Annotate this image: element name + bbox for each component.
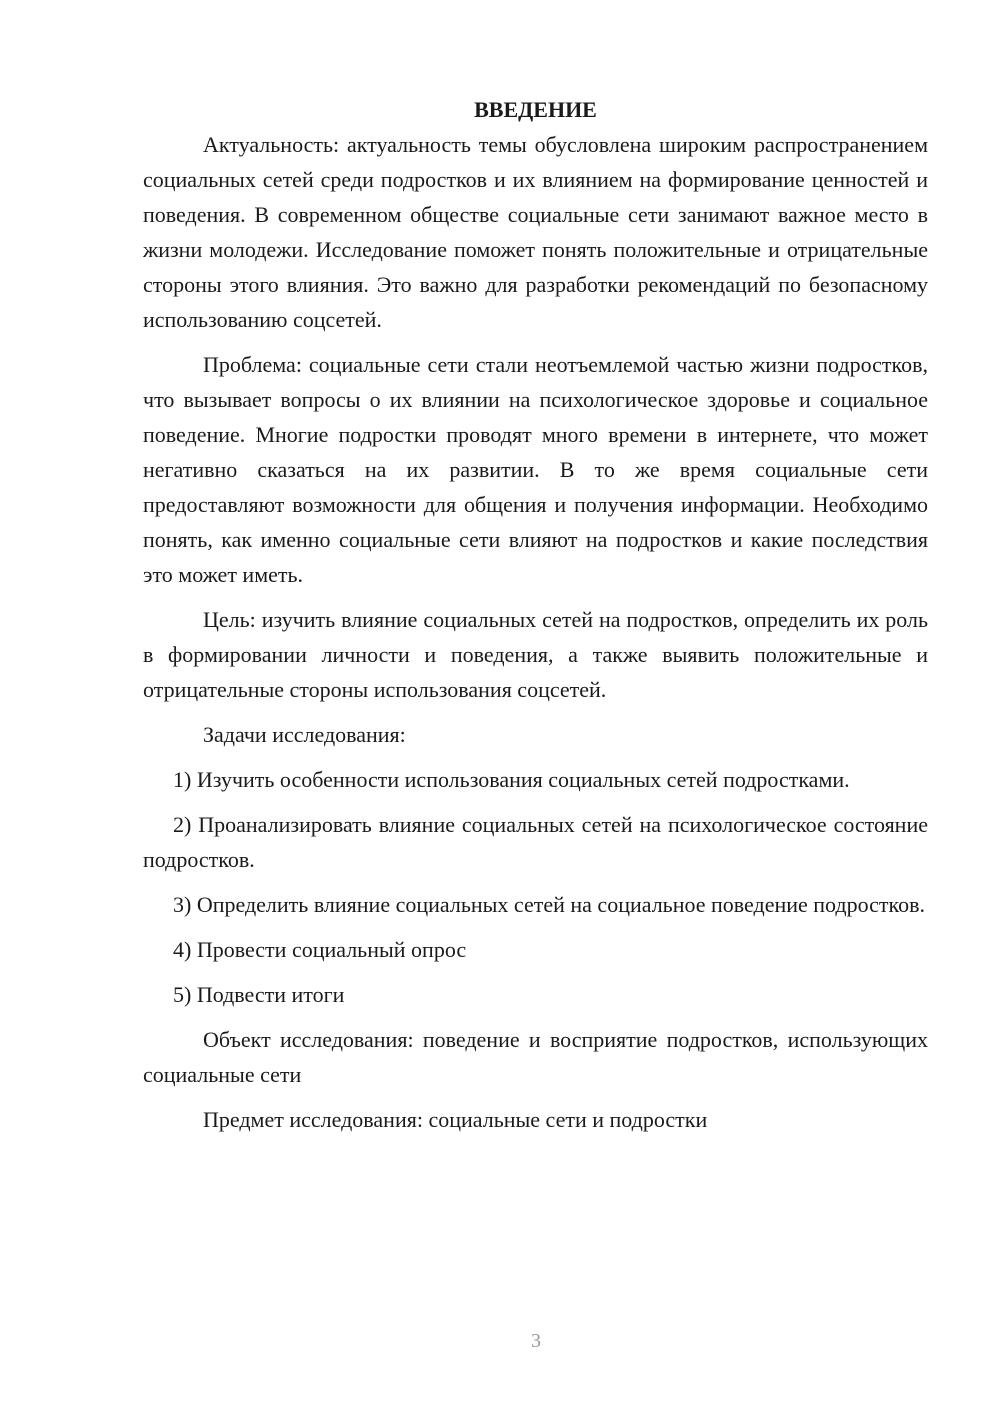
goal-paragraph: Цель: изучить влияние социальных сетей на подростков, определить их роль в формировании личности и поведения, а также выявить положительные и отрицательные стороны использования соцсетей. (143, 607, 928, 702)
page-number: 3 (531, 1330, 541, 1352)
task-item-1: 1) Изучить особенности использования социальных сетей подростками. (173, 767, 850, 792)
relevance-paragraph: Актуальность: актуальность темы обусловлена широким распространением социальных сетей среди подростков и их влиянием на формирование ценностей и поведения. В современном обществе социальные сети занимают важное место в жизни молодежи. Исследование поможет понять положительные и отрицательные стороны этого влияния. Это важно для разработки рекомендаций по безопасному использованию соцсетей. (143, 132, 928, 332)
problem-paragraph: Проблема: социальные сети стали неотъемлемой частью жизни подростков, что вызывает вопросы о их влиянии на психологическое здоровье и социальное поведение. Многие подростки проводят много времени в интернете, что может негативно сказаться на их развитии. В то же время социальные сети предоставляют возможности для общения и получения информации. Необходимо понять, как именно социальные сети влияют на подростков и какие последствия это может иметь. (143, 352, 928, 587)
task-item-3: 3) Определить влияние социальных сетей на социальное поведение подростков. (173, 892, 926, 917)
task-item-4: 4) Провести социальный опрос (173, 937, 467, 962)
page-title: ВВЕДЕНИЕ (474, 97, 597, 122)
task-item-5: 5) Подвести итоги (173, 982, 345, 1007)
research-object-paragraph: Объект исследования: поведение и восприятие подростков, использующих социальные сети (143, 1027, 928, 1087)
research-subject-paragraph: Предмет исследования: социальные сети и подростки (203, 1107, 708, 1132)
document-body (143, 92, 928, 1137)
task-item-2: 2) Проанализировать влияние социальных сетей на психологическое состояние подростков. (143, 812, 928, 872)
tasks-heading: Задачи исследования: (203, 722, 406, 747)
